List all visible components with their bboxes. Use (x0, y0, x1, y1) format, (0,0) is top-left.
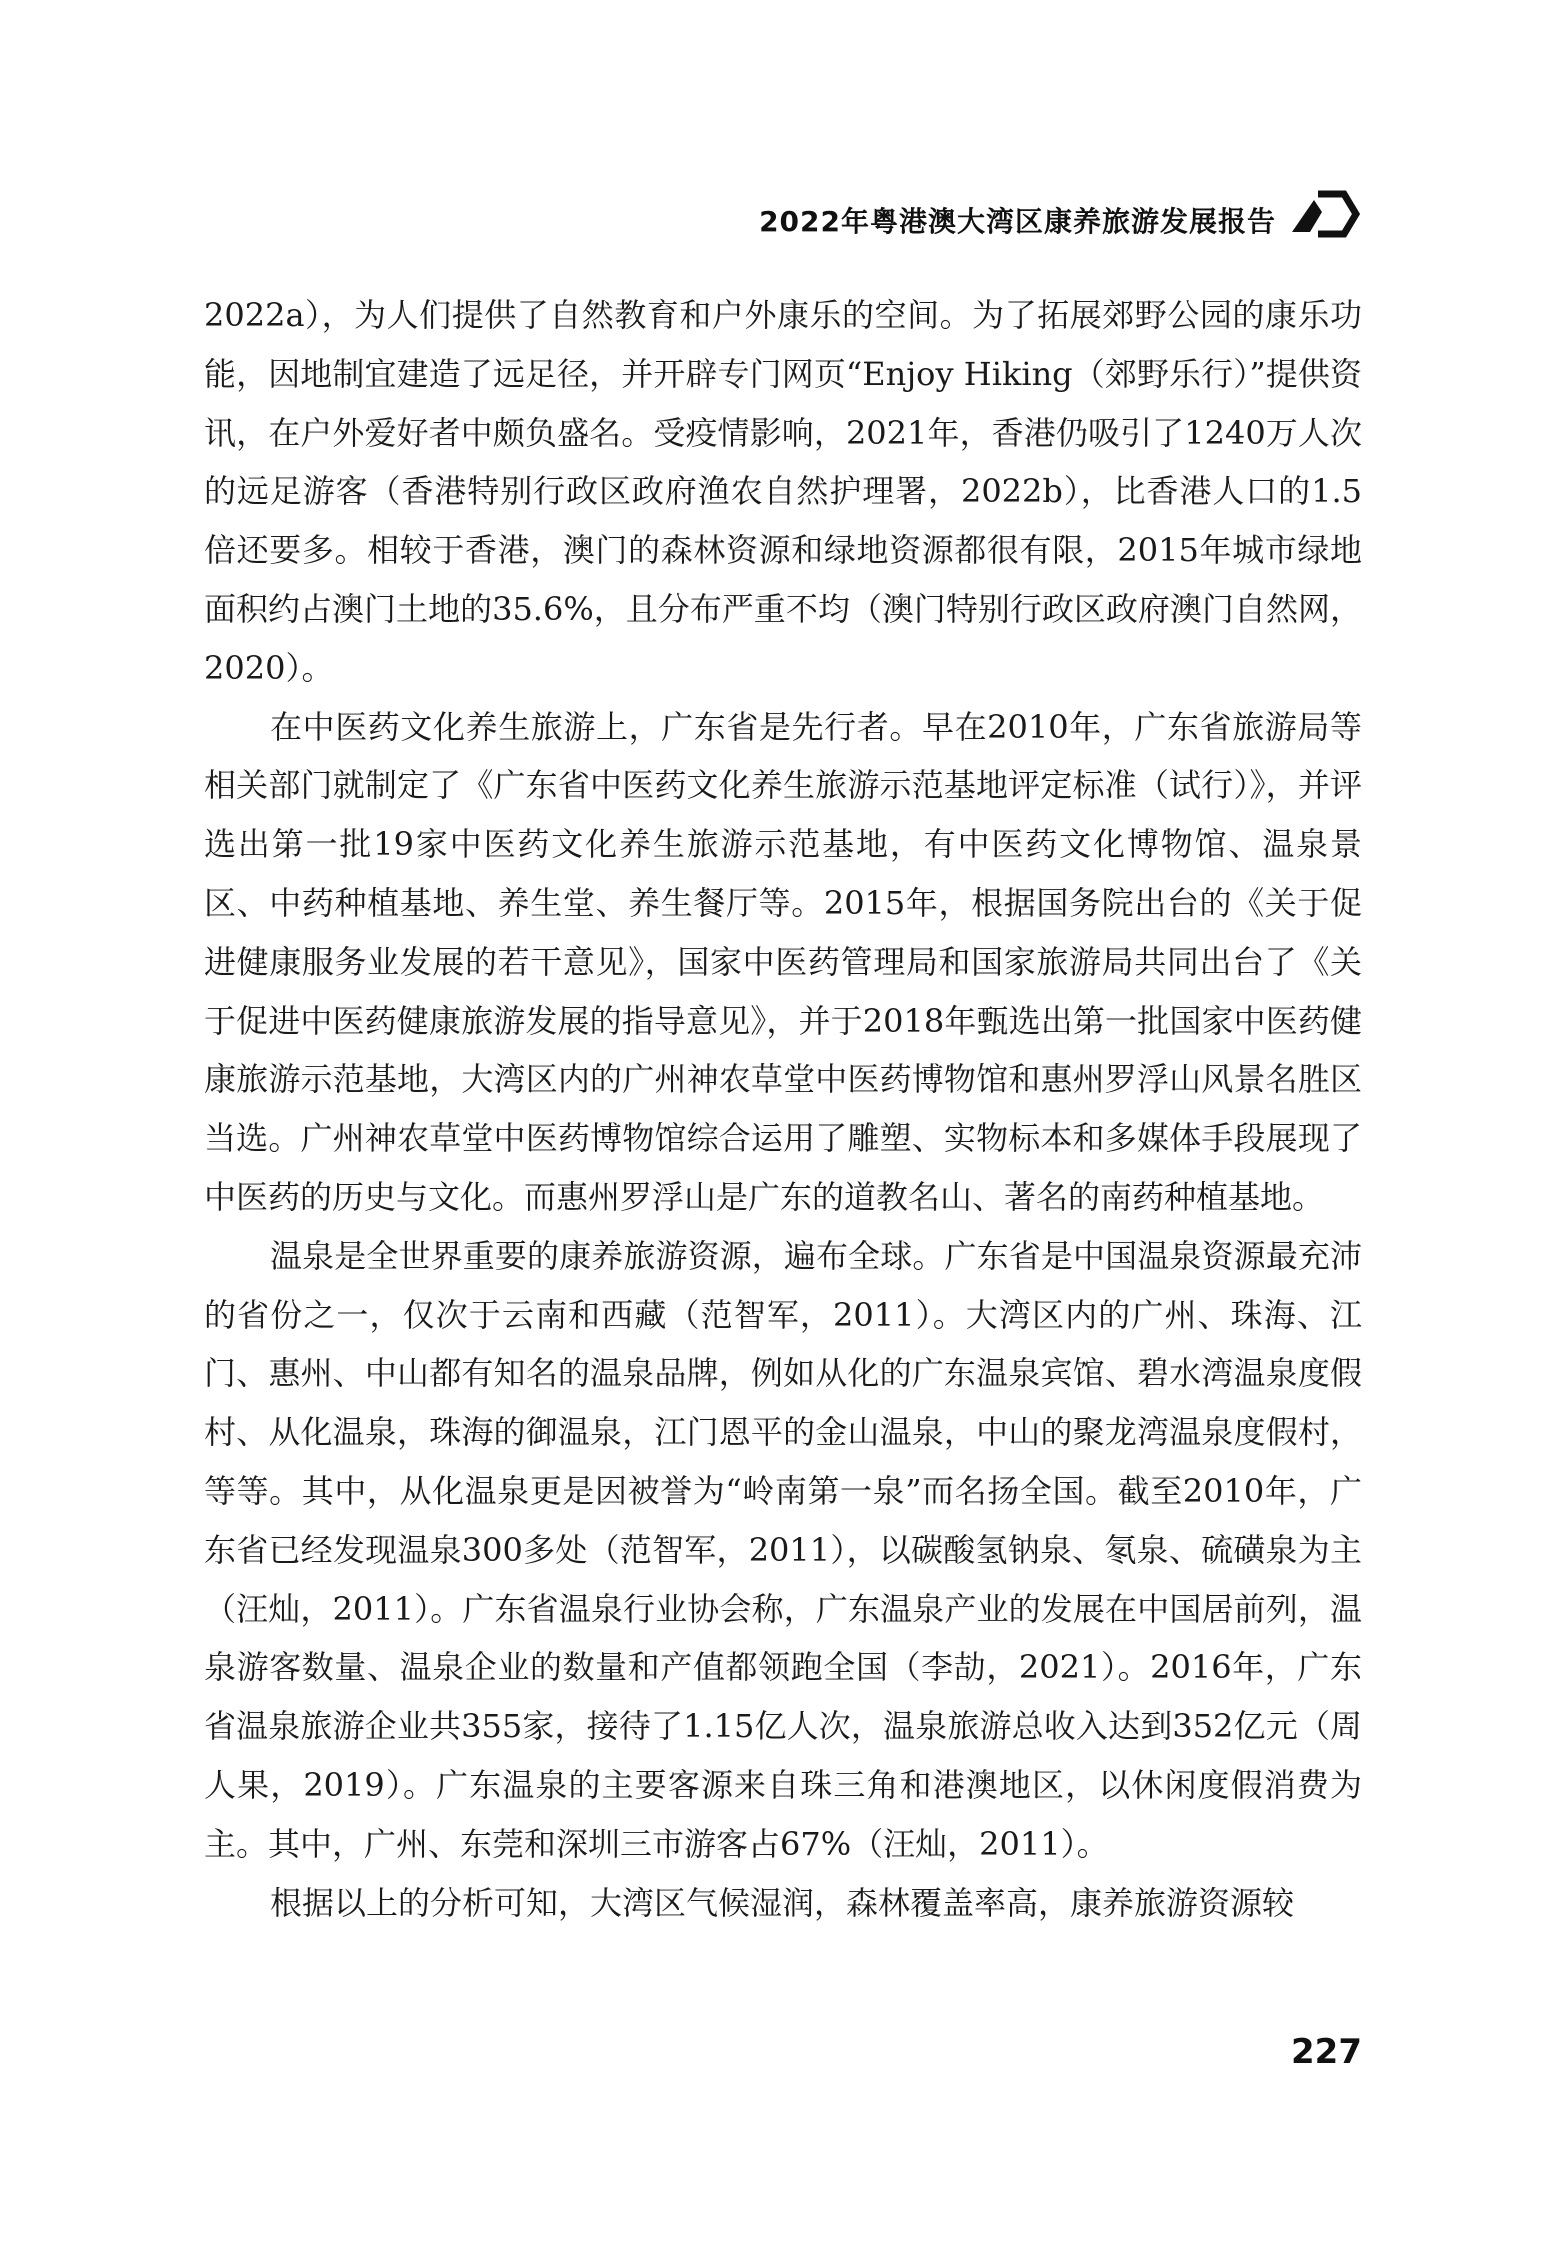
page-number: 227 (1291, 2032, 1362, 2072)
report-title: 2022年粤港澳大湾区康养旅游发展报告 (759, 205, 1276, 238)
body-text (204, 286, 1362, 1932)
running-header (759, 200, 1276, 240)
chapter-marker-icon (1290, 186, 1362, 242)
paragraph: 在中医药文化养生旅游上，广东省是先行者。早在2010年，广东省旅游局等相关部门就制定了《广东省中医药文化养生旅游示范基地评定标准（试行）》，并评选出第一批19家中医药文化养生旅游示范基地，有中医药文化博物馆、温泉景区、中药种植基地、养生堂、养生餐厅等。2015年，根据国务院出台的《关于促进健康服务业发展的若干意见》，国家中医药管理局和国家旅游局共同出台了《关于促进中医药健康旅游发展的指导意见》，并于2018年甄选出第一批国家中医药健康旅游示范基地，大湾区内的广州神农草堂中医药博物馆和惠州罗浮山风景名胜区当选。广州神农草堂中医药博物馆综合运用了雕塑、实物标本和多媒体手段展现了中医药的历史与文化。而惠州罗浮山是广东的道教名山、著名的南药种植基地。 (204, 707, 1362, 1216)
paragraph: 2022a），为人们提供了自然教育和户外康乐的空间。为了拓展郊野公园的康乐功能，因地制宜建造了远足径，并开辟专门网页“Enjoy Hiking（郊野乐行）”提供资讯，在户外爱好者中颇负盛名。受疫情影响，2021年，香港仍吸引了1240万人次的远足游客（香港特别行政区政府渔农自然护理署，2022b），比香港人口的1.5倍还要多。相较于香港，澳门的森林资源和绿地资源都很有限，2015年城市绿地面积约占澳门土地的35.6%，且分布严重不均（澳门特别行政区政府澳门自然网，2020）。 (204, 296, 1362, 687)
paragraph: 根据以上的分析可知，大湾区气候湿润，森林覆盖率高，康养旅游资源较 (270, 1883, 1295, 1922)
paragraph: 温泉是全世界重要的康养旅游资源，遍布全球。广东省是中国温泉资源最充沛的省份之一，仅次于云南和西藏（范智军，2011）。大湾区内的广州、珠海、江门、惠州、中山都有知名的温泉品牌，例如从化的广东温泉宾馆、碧水湾温泉度假村、从化温泉，珠海的御温泉，江门恩平的金山温泉，中山的聚龙湾温泉度假村，等等。其中，从化温泉更是因被誉为“岭南第一泉”而名扬全国。截至2010年，广东省已经发现温泉300多处（范智军，2011），以碳酸氢钠泉、氡泉、硫磺泉为主（汪灿，2011）。广东省温泉行业协会称，广东温泉产业的发展在中国居前列，温泉游客数量、温泉企业的数量和产值都领跑全国（李劼，2021）。2016年，广东省温泉旅游企业共355家，接待了1.15亿人次，温泉旅游总收入达到352亿元（周人果，2019）。广东温泉的主要客源来自珠三角和港澳地区，以休闲度假消费为主。其中，广州、东莞和深圳三市游客占67%（汪灿，2011）。 (204, 1236, 1362, 1863)
